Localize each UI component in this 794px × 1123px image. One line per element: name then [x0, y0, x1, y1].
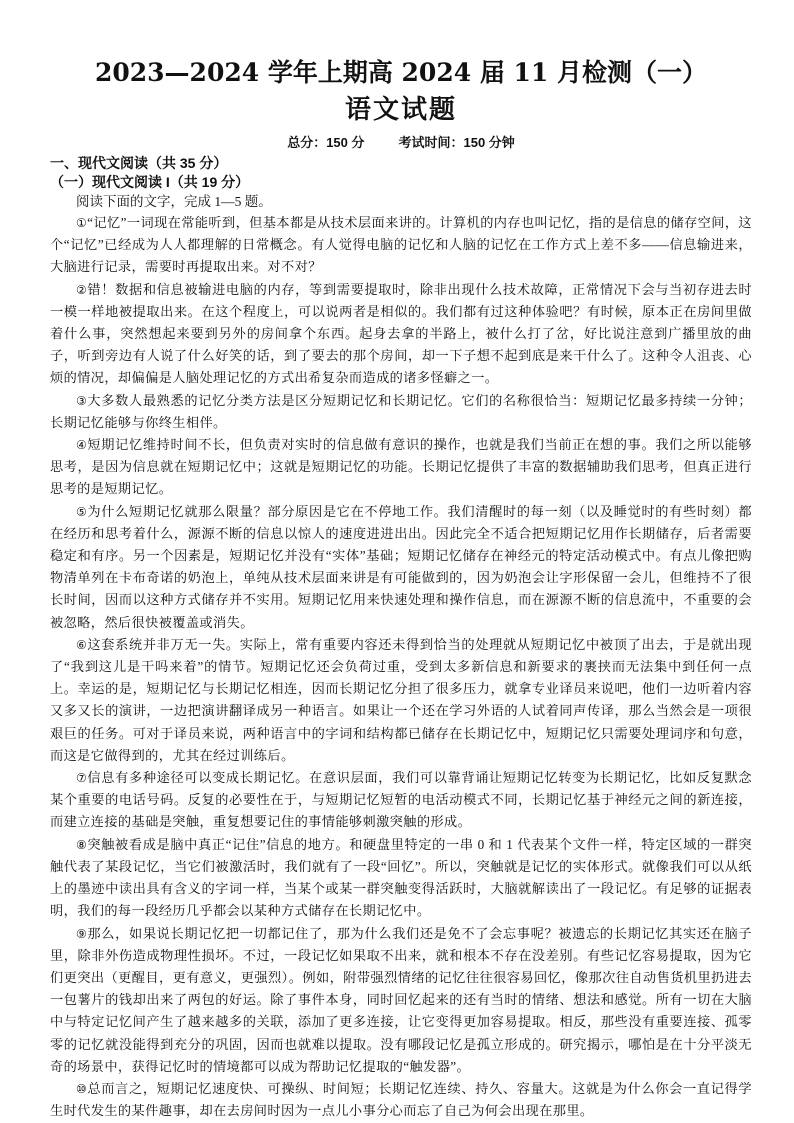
paragraph-text: 那么，如果说长期记忆把一切都记住了，那为什么我们还是免不了会忘事呢？被遗忘的长期记忆其实还在脑子里，除非外伤造成物理性损坏。不过，一段记忆如果取不出来，就和根本不存在没差别。有些记忆容易提取，因为它们更突出（更醒目，更有意义，更强烈）。例如，附带强烈情绪的记忆往往很容易回忆，像那次往自动售货机里扔进去一包薯片的钱却出来了两包的好运。除了事件本身，同时回忆起来的还有当时的情绪、想法和感觉。所有一切在大脑中与特定记忆间产生了越来越多的关联，添加了更多连接，让它变得更加容易提取。相反，那些没有重要连接、孤零零的记忆就没能得到充分的巩固，因而也就难以提取。没有哪段记忆是孤立形成的。研究揭示，哪怕是在十分平淡无奇的场景中，获得记忆时的情境都可以成为帮助记忆提取的“触发器”。: [50, 925, 752, 1074]
paragraph-number: ②: [76, 282, 88, 297]
paragraph-number: ⑦: [76, 771, 88, 786]
paragraph-number: ⑥: [76, 637, 88, 652]
exam-subtitle: 语文试题: [344, 95, 457, 125]
sub-section-heading: （一）现代文阅读 I（共 19 分）: [50, 174, 250, 190]
exam-meta: [50, 134, 752, 152]
exam-time: 考试时间：150 分钟: [398, 135, 515, 150]
reading-instruction: 阅读下面的文字，完成 1—5 题。: [76, 194, 272, 209]
paragraph-text: 大多数人最熟悉的记忆分类方法是区分短期记忆和长期记忆。它们的名称很恰当：短期记忆最多持续一分钟；长期记忆能够与你终生相伴。: [50, 392, 752, 430]
paragraph-number: ⑨: [76, 926, 88, 941]
paragraph-text: 错！数据和信息被输进电脑的内存，等到需要提取时，除非出现什么技术故障，正常情况下会与当初存进去时一模一样地被提取出来。在这个程度上，可以说两者是相似的。我们都有过这种体验吧？有时候，原本正在房间里做着什么事，突然想起来要到另外的房间拿个东西。起身去拿的半路上，被什么打了岔，好比说注意到广播里放的曲子，听到旁边有人说了什么好笑的话，到了要去的那个房间，却一下子想不起到底是来干什么了。这种令人沮丧、心烦的情况，却偏偏是人脑处理记忆的方式出希复杂而造成的诸多怪癖之一。: [50, 281, 752, 386]
exam-title: 2023—2024 学年上期高 2024 届 11 月检测（一）: [94, 58, 708, 87]
paragraph-text: 短期记忆维持时间不长，但负责对实时的信息做有意识的操作，也就是我们当前正在想的事。我们之所以能够思考，是因为信息就在短期记忆中；这就是短期记忆的功能。长期记忆提供了丰富的数据辅助我们思考，但真正进行思考的是短期记忆。: [50, 437, 752, 497]
paragraph-8: [50, 834, 752, 923]
paragraph-text: 突触被看成是脑中真正“记住”信息的地方。和硬盘里特定的一串 0 和 1 代表某个文件一样，特定区域的一群突触代表了某段记忆，当它们被激活时，我们就有了一段“回忆”。所以，突触就是记忆的实体形式。就像我们可以从纸上的墨迹中读出具有含义的字词一样，当某个或某一群突触变得活跃时，大脑就解读出了一段记忆。有足够的证据表明，我们的每一段经历几乎都会以某种方式储存在长期记忆中。: [50, 836, 752, 919]
paragraph-number: ⑧: [76, 837, 88, 852]
paragraph-3: [50, 390, 752, 434]
paragraph-10: [50, 1078, 752, 1122]
paragraph-number: ⑩: [76, 1081, 88, 1096]
section-heading: 一、现代文阅读（共 35 分）: [50, 155, 228, 171]
paragraph-5: [50, 501, 752, 634]
paragraph-4: [50, 434, 752, 501]
paragraph-1: [50, 212, 752, 279]
paragraph-number: ①: [76, 216, 88, 230]
paragraph-6: [50, 634, 752, 767]
paragraph-text: 信息有多种途径可以变成长期记忆。在意识层面，我们可以靠背诵让短期记忆转变为长期记忆，比如反复默念某个重要的电话号码。反复的必要性在于，与短期记忆短暂的电活动模式不同，长期记忆基于神经元之间的新连接，而建立连接的基础是突触，重复想要记住的事情能够刺激突触的形成。: [50, 770, 752, 830]
paragraph-text: 为什么短期记忆就那么限量？部分原因是它在不停地工作。我们清醒时的每一刻（以及睡觉时的有些时刻）都在经历和思考着什么，源源不断的信息以惊人的速度进进出出。因此完全不适合把短期记忆用作长期储存，后者需要稳定和有序。另一个因素是，短期记忆并没有“实体”基础；短期记忆储存在神经元的特定活动模式中。有点儿像把购物清单列在卡布奇诺的奶泡上，单纯从技术层面来讲是有可能做到的，因为奶泡会让字形保留一会儿，但维持不了很长时间，因而以这种方式储存并不实用。短期记忆用来快速处理和操作信息，而在源源不断的信息流中，不重要的会被忽略，然后很快被覆盖或消失。: [50, 503, 752, 630]
paragraph-text: 总而言之，短期记忆速度快、可操纵、时间短；长期记忆连续、持久、容量大。这就是为什么你会一直记得学生时代发生的某件趣事，却在去房间时因为一点儿小事分心而忘了自己为何会出现在那里。: [50, 1080, 752, 1119]
passage: [50, 212, 752, 1122]
paragraph-number: ③: [76, 393, 88, 408]
paragraph-9: [50, 923, 752, 1078]
paragraph-number: ⑤: [76, 504, 88, 519]
paragraph-7: [50, 767, 752, 834]
paragraph-number: ④: [76, 438, 88, 453]
total-score: 总分：150 分: [287, 135, 365, 150]
paragraph-text: “记忆”一词现在常能听到，但基本都是从技术层面来讲的。计算机的内存也叫记忆，指的是信息的储存空间，这个“记忆”已经成为人人都理解的日常概念。有人觉得电脑的记忆和人脑的记忆在工作方式上差不多——信息输进来，大脑进行记录，需要时再提取出来。对不对？: [50, 215, 752, 275]
paragraph-2: [50, 279, 752, 390]
paragraph-text: 这套系统并非万无一失。实际上，常有重要内容还未得到恰当的处理就从短期记忆中被顶了出去，于是就出现了“我到这儿是干吗来着”的情节。短期记忆还会负荷过重，受到太多新信息和新要求的裹挟而无法集中到任何一点上。幸运的是，短期记忆与长期记忆相连，因而长期记忆分担了很多压力，就拿专业译员来说吧，他们一边听着内容又多又长的演讲，一边把演讲翻译成另一种语言。如果让一个还在学习外语的人试着同声传译，那么当然会是一项很艰巨的任务。可对于译员来说，两种语言中的字词和结构都已储存在长期记忆中，短期记忆只需要处理词序和句意，而这是它做得到的，尤其在经过训练后。: [50, 636, 752, 763]
